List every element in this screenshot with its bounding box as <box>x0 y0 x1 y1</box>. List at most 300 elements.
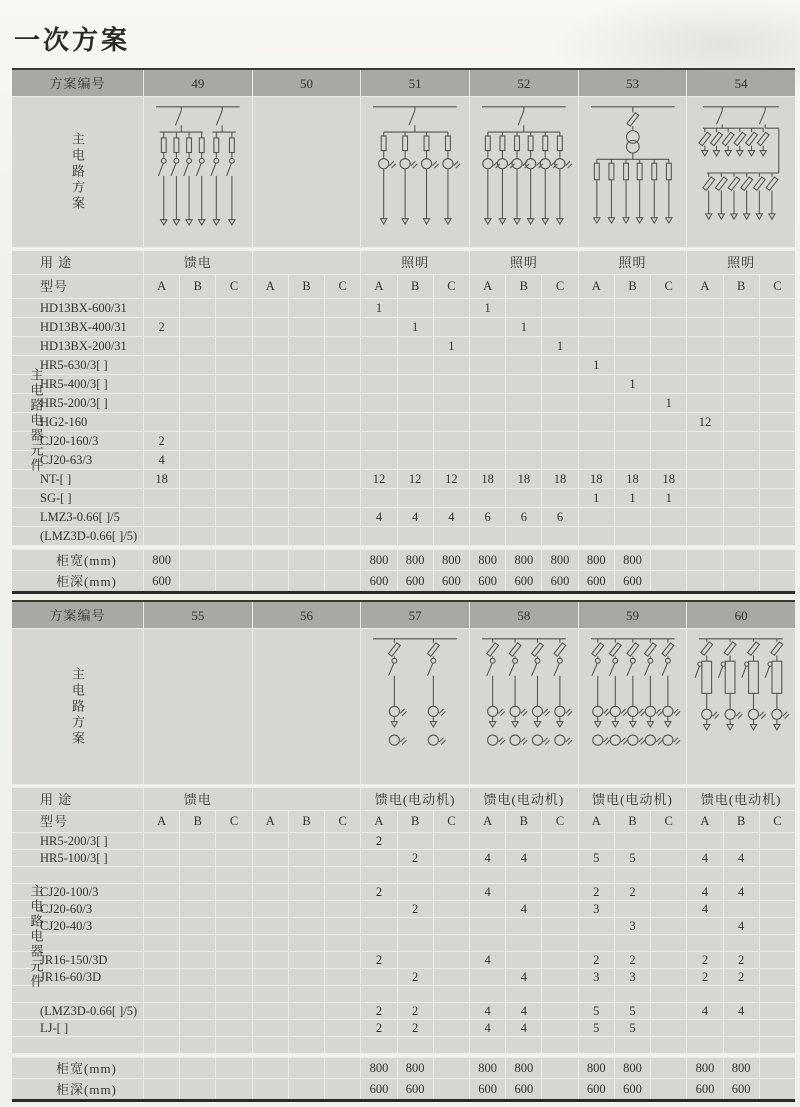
scheme-number-cell: 55 <box>144 602 252 628</box>
qty-cell <box>253 337 288 355</box>
qty-cell <box>542 299 577 317</box>
qty-cell <box>651 986 686 1002</box>
usage-cell: 照明 <box>687 251 795 274</box>
qty-cell <box>760 935 795 951</box>
qty-cell <box>615 833 650 849</box>
usage-cell: 馈电(电动机) <box>579 788 687 810</box>
cabinet-width-cell <box>434 1058 469 1078</box>
model-label: 型号 <box>12 811 143 832</box>
qty-cell <box>724 394 759 412</box>
cabinet-depth-cell <box>253 571 288 591</box>
cabinet-depth-cell: 600 <box>579 571 614 591</box>
component-label: HR5-200/3[ ] <box>12 394 143 412</box>
cabinet-depth-cell: 600 <box>470 571 505 591</box>
qty-cell <box>651 969 686 985</box>
qty-cell: 3 <box>615 969 650 985</box>
cabinet-width-cell <box>760 1058 795 1078</box>
subcol-letter-cell: A <box>687 275 722 298</box>
qty-cell <box>253 527 288 545</box>
qty-cell <box>615 986 650 1002</box>
cabinet-depth-cell <box>144 1079 179 1099</box>
qty-cell <box>615 935 650 951</box>
cabinet-width-cell <box>542 1058 577 1078</box>
qty-cell <box>724 337 759 355</box>
component-row <box>12 375 795 393</box>
qty-cell <box>506 299 541 317</box>
qty-cell <box>361 901 396 917</box>
subcol-letter-cell: B <box>615 275 650 298</box>
qty-cell <box>325 986 360 1002</box>
usage-label: 用 途 <box>12 251 143 274</box>
usage-cell: 馈电(电动机) <box>470 788 578 810</box>
subcol-letter-cell: A <box>470 811 505 832</box>
qty-cell: 1 <box>579 489 614 507</box>
qty-cell <box>579 394 614 412</box>
qty-cell: 3 <box>579 901 614 917</box>
qty-cell <box>434 451 469 469</box>
table-section-gap <box>12 785 795 787</box>
qty-cell <box>180 935 215 951</box>
qty-cell <box>289 1003 324 1019</box>
qty-cell: 2 <box>398 1003 433 1019</box>
qty-cell <box>289 451 324 469</box>
qty-cell <box>615 413 650 431</box>
qty-cell: 18 <box>579 470 614 488</box>
qty-cell <box>651 318 686 336</box>
qty-cell <box>724 901 759 917</box>
qty-cell <box>579 432 614 450</box>
circuit-diagram-53 <box>579 99 687 245</box>
cabinet-depth-row <box>12 571 795 591</box>
cabinet-width-cell <box>180 1058 215 1078</box>
qty-cell <box>724 867 759 883</box>
scheme-number-cell: 57 <box>361 602 469 628</box>
diagram-cell <box>144 97 252 247</box>
qty-cell <box>506 489 541 507</box>
qty-cell <box>216 986 251 1002</box>
qty-cell <box>325 918 360 934</box>
qty-cell <box>579 986 614 1002</box>
qty-cell <box>542 969 577 985</box>
qty-cell <box>724 935 759 951</box>
qty-cell <box>180 508 215 526</box>
cabinet-width-cell <box>724 550 759 570</box>
qty-cell <box>579 451 614 469</box>
qty-cell <box>144 952 179 968</box>
model-label: 型号 <box>12 275 143 298</box>
subcol-letter-cell: C <box>542 811 577 832</box>
qty-cell <box>470 489 505 507</box>
qty-cell <box>144 935 179 951</box>
diagram-cell <box>687 97 795 247</box>
qty-cell <box>542 1003 577 1019</box>
component-row <box>12 318 795 336</box>
qty-cell <box>398 375 433 393</box>
qty-cell <box>687 527 722 545</box>
qty-cell: 4 <box>506 1020 541 1036</box>
subcol-letter-cell: A <box>253 275 288 298</box>
qty-cell: 4 <box>470 850 505 866</box>
qty-cell <box>470 969 505 985</box>
subcol-letter-cell: B <box>289 811 324 832</box>
qty-cell <box>325 337 360 355</box>
qty-cell <box>724 318 759 336</box>
subcol-letter-cell: A <box>361 275 396 298</box>
subcol-letter-cell: A <box>253 811 288 832</box>
component-row <box>12 1003 795 1019</box>
qty-cell <box>216 867 251 883</box>
diagram-cell <box>687 629 795 784</box>
qty-cell <box>760 508 795 526</box>
qty-cell <box>144 413 179 431</box>
qty-cell <box>216 451 251 469</box>
qty-cell <box>615 299 650 317</box>
scheme-number-cell: 56 <box>253 602 361 628</box>
qty-cell <box>615 318 650 336</box>
usage-cell: 馈电(电动机) <box>687 788 795 810</box>
qty-cell <box>579 833 614 849</box>
circuit-diagram-52 <box>470 99 578 245</box>
qty-cell <box>542 901 577 917</box>
qty-cell <box>216 1020 251 1036</box>
qty-cell <box>144 394 179 412</box>
qty-cell <box>724 375 759 393</box>
qty-cell <box>144 1037 179 1053</box>
qty-cell: 12 <box>687 413 722 431</box>
qty-cell <box>144 508 179 526</box>
qty-cell <box>687 867 722 883</box>
qty-cell <box>398 986 433 1002</box>
qty-cell <box>253 1003 288 1019</box>
qty-cell <box>180 986 215 1002</box>
component-row <box>12 508 795 526</box>
qty-cell <box>724 508 759 526</box>
cabinet-depth-cell <box>180 571 215 591</box>
component-row <box>12 833 795 849</box>
qty-cell <box>253 451 288 469</box>
qty-cell: 2 <box>361 833 396 849</box>
cabinet-depth-cell: 600 <box>506 571 541 591</box>
qty-cell: 2 <box>615 952 650 968</box>
qty-cell <box>651 1020 686 1036</box>
qty-cell <box>687 337 722 355</box>
qty-cell: 4 <box>506 1003 541 1019</box>
qty-cell: 4 <box>470 952 505 968</box>
qty-cell: 4 <box>724 884 759 900</box>
usage-label: 用 途 <box>12 788 143 810</box>
qty-cell <box>253 470 288 488</box>
qty-cell <box>180 394 215 412</box>
subcol-letter-cell: C <box>651 811 686 832</box>
qty-cell <box>760 394 795 412</box>
qty-cell <box>180 318 215 336</box>
qty-cell <box>434 935 469 951</box>
qty-cell <box>724 451 759 469</box>
page-title: 一次方案 <box>14 25 131 55</box>
diagram-cell <box>470 97 578 247</box>
qty-cell <box>579 508 614 526</box>
qty-cell <box>216 884 251 900</box>
cabinet-depth-cell: 600 <box>398 1079 433 1099</box>
qty-cell <box>325 527 360 545</box>
subcol-letter-cell: B <box>724 811 759 832</box>
qty-cell <box>325 432 360 450</box>
subcol-letter-cell: A <box>361 811 396 832</box>
usage-cell: 馈电 <box>144 788 252 810</box>
qty-cell <box>687 451 722 469</box>
main-circuit-diagram-row <box>12 97 795 247</box>
qty-cell <box>144 969 179 985</box>
qty-cell <box>216 470 251 488</box>
qty-cell: 5 <box>579 1003 614 1019</box>
qty-cell <box>216 833 251 849</box>
qty-cell <box>542 1037 577 1053</box>
qty-cell: 1 <box>434 337 469 355</box>
cabinet-width-cell <box>289 1058 324 1078</box>
qty-cell <box>506 935 541 951</box>
subcol-letter-cell: B <box>289 275 324 298</box>
qty-cell: 4 <box>398 508 433 526</box>
qty-cell <box>253 1037 288 1053</box>
qty-cell <box>253 318 288 336</box>
qty-cell: 4 <box>144 451 179 469</box>
qty-cell <box>325 969 360 985</box>
qty-cell <box>506 527 541 545</box>
qty-cell <box>180 451 215 469</box>
qty-cell <box>361 375 396 393</box>
qty-cell <box>180 299 215 317</box>
cabinet-width-cell <box>253 1058 288 1078</box>
component-label: HD13BX-400/31 <box>12 318 143 336</box>
diagram-cell <box>361 629 469 784</box>
cabinet-depth-cell <box>289 571 324 591</box>
component-row <box>12 1020 795 1036</box>
cabinet-depth-label: 柜深(mm) <box>12 571 143 591</box>
qty-cell <box>687 508 722 526</box>
qty-cell <box>325 1037 360 1053</box>
component-row <box>12 901 795 917</box>
qty-cell <box>144 901 179 917</box>
qty-cell <box>506 394 541 412</box>
qty-cell <box>180 1020 215 1036</box>
cabinet-width-cell: 800 <box>579 1058 614 1078</box>
qty-cell <box>651 935 686 951</box>
qty-cell <box>506 884 541 900</box>
qty-cell <box>760 318 795 336</box>
cabinet-width-cell <box>651 550 686 570</box>
qty-cell <box>253 867 288 883</box>
circuit-diagram-58 <box>470 631 578 782</box>
cabinet-depth-cell <box>434 1079 469 1099</box>
model-header-row <box>12 275 795 298</box>
qty-cell <box>216 527 251 545</box>
circuit-diagram-49 <box>144 99 252 245</box>
qty-cell <box>325 935 360 951</box>
scheme-number-cell: 49 <box>144 70 252 96</box>
qty-cell: 5 <box>579 1020 614 1036</box>
cabinet-depth-cell <box>325 571 360 591</box>
subcol-letter-cell: A <box>144 275 179 298</box>
qty-cell <box>289 901 324 917</box>
qty-cell: 4 <box>506 850 541 866</box>
component-row <box>12 489 795 507</box>
scheme-number-header-label: 方案编号 <box>12 602 143 628</box>
qty-cell <box>289 432 324 450</box>
qty-cell <box>651 451 686 469</box>
diagram-cell <box>253 97 361 247</box>
cabinet-width-cell: 800 <box>615 1058 650 1078</box>
qty-cell <box>542 986 577 1002</box>
qty-cell: 4 <box>470 1003 505 1019</box>
cabinet-depth-cell <box>289 1079 324 1099</box>
qty-cell: 2 <box>361 884 396 900</box>
cabinet-width-cell: 800 <box>615 550 650 570</box>
cabinet-depth-cell <box>760 1079 795 1099</box>
qty-cell: 4 <box>687 1003 722 1019</box>
qty-cell <box>579 375 614 393</box>
qty-cell <box>506 867 541 883</box>
subcol-letter-cell: C <box>216 811 251 832</box>
circuit-diagram-51 <box>361 99 469 245</box>
spacer-row <box>12 867 795 883</box>
qty-cell <box>434 986 469 1002</box>
qty-cell <box>253 489 288 507</box>
qty-cell <box>651 1037 686 1053</box>
qty-cell <box>361 1037 396 1053</box>
qty-cell <box>434 318 469 336</box>
subcol-letter-cell: C <box>760 811 795 832</box>
qty-cell: 18 <box>615 470 650 488</box>
cabinet-width-cell <box>651 1058 686 1078</box>
qty-cell <box>144 375 179 393</box>
cabinet-depth-cell: 600 <box>687 1079 722 1099</box>
qty-cell <box>180 1003 215 1019</box>
qty-cell <box>361 867 396 883</box>
qty-cell <box>216 318 251 336</box>
cabinet-width-cell: 800 <box>144 550 179 570</box>
qty-cell <box>289 850 324 866</box>
qty-cell <box>470 394 505 412</box>
cabinet-depth-cell: 600 <box>506 1079 541 1099</box>
qty-cell <box>724 489 759 507</box>
qty-cell <box>615 901 650 917</box>
usage-cell: 照明 <box>579 251 687 274</box>
qty-cell <box>216 299 251 317</box>
subcol-letter-cell: B <box>180 275 215 298</box>
cabinet-width-cell <box>216 550 251 570</box>
qty-cell <box>506 375 541 393</box>
qty-cell <box>724 432 759 450</box>
subcol-letter-cell: C <box>542 275 577 298</box>
qty-cell <box>434 1020 469 1036</box>
qty-cell: 2 <box>724 952 759 968</box>
qty-cell <box>651 508 686 526</box>
qty-cell <box>760 1020 795 1036</box>
component-label: CJ20-63/3 <box>12 451 143 469</box>
table-section-gap <box>12 1054 795 1057</box>
qty-cell <box>180 337 215 355</box>
cabinet-depth-cell: 600 <box>470 1079 505 1099</box>
cabinet-depth-row <box>12 1079 795 1099</box>
qty-cell: 5 <box>615 850 650 866</box>
main-circuit-label-text: 主电路方案 <box>70 132 85 212</box>
cabinet-depth-cell <box>651 1079 686 1099</box>
cabinet-depth-cell <box>216 1079 251 1099</box>
cabinet-width-cell <box>325 1058 360 1078</box>
qty-cell <box>542 884 577 900</box>
qty-cell <box>325 470 360 488</box>
component-label: HD13BX-200/31 <box>12 337 143 355</box>
component-label: JR16-60/3D <box>12 969 143 985</box>
qty-cell: 1 <box>651 489 686 507</box>
qty-cell <box>180 413 215 431</box>
subcol-letter-cell: C <box>434 275 469 298</box>
qty-cell <box>180 527 215 545</box>
component-label: LJ-[ ] <box>12 1020 143 1036</box>
qty-cell <box>434 527 469 545</box>
scheme-number-cell: 50 <box>253 70 361 96</box>
qty-cell <box>651 1003 686 1019</box>
qty-cell <box>724 470 759 488</box>
qty-cell <box>470 318 505 336</box>
table-section-gap <box>12 248 795 250</box>
qty-cell <box>144 850 179 866</box>
qty-cell: 1 <box>506 318 541 336</box>
qty-cell <box>253 432 288 450</box>
qty-cell <box>542 394 577 412</box>
qty-cell: 2 <box>579 952 614 968</box>
qty-cell <box>651 952 686 968</box>
qty-cell <box>180 375 215 393</box>
qty-cell <box>216 413 251 431</box>
qty-cell <box>542 952 577 968</box>
qty-cell <box>760 470 795 488</box>
cabinet-width-cell <box>760 550 795 570</box>
cabinet-width-cell: 800 <box>506 550 541 570</box>
component-label: HR5-200/3[ ] <box>12 833 143 849</box>
subcol-letter-cell: C <box>651 275 686 298</box>
qty-cell <box>216 508 251 526</box>
qty-cell: 18 <box>651 470 686 488</box>
qty-cell <box>253 952 288 968</box>
qty-cell <box>253 935 288 951</box>
cabinet-width-row <box>12 1058 795 1078</box>
cabinet-width-cell: 800 <box>434 550 469 570</box>
qty-cell <box>470 935 505 951</box>
qty-cell <box>651 337 686 355</box>
qty-cell <box>289 918 324 934</box>
qty-cell <box>434 867 469 883</box>
qty-cell <box>687 470 722 488</box>
qty-cell <box>615 451 650 469</box>
qty-cell <box>542 850 577 866</box>
qty-cell <box>144 337 179 355</box>
component-label: HR5-400/3[ ] <box>12 375 143 393</box>
qty-cell <box>615 356 650 374</box>
cabinet-width-cell: 800 <box>470 550 505 570</box>
subcol-letter-cell: A <box>579 811 614 832</box>
qty-cell <box>760 1037 795 1053</box>
qty-cell <box>760 299 795 317</box>
qty-cell <box>760 489 795 507</box>
qty-cell: 2 <box>398 850 433 866</box>
cabinet-width-cell: 800 <box>579 550 614 570</box>
qty-cell: 6 <box>470 508 505 526</box>
qty-cell <box>615 1037 650 1053</box>
qty-cell <box>216 432 251 450</box>
qty-cell <box>651 918 686 934</box>
qty-cell <box>434 850 469 866</box>
